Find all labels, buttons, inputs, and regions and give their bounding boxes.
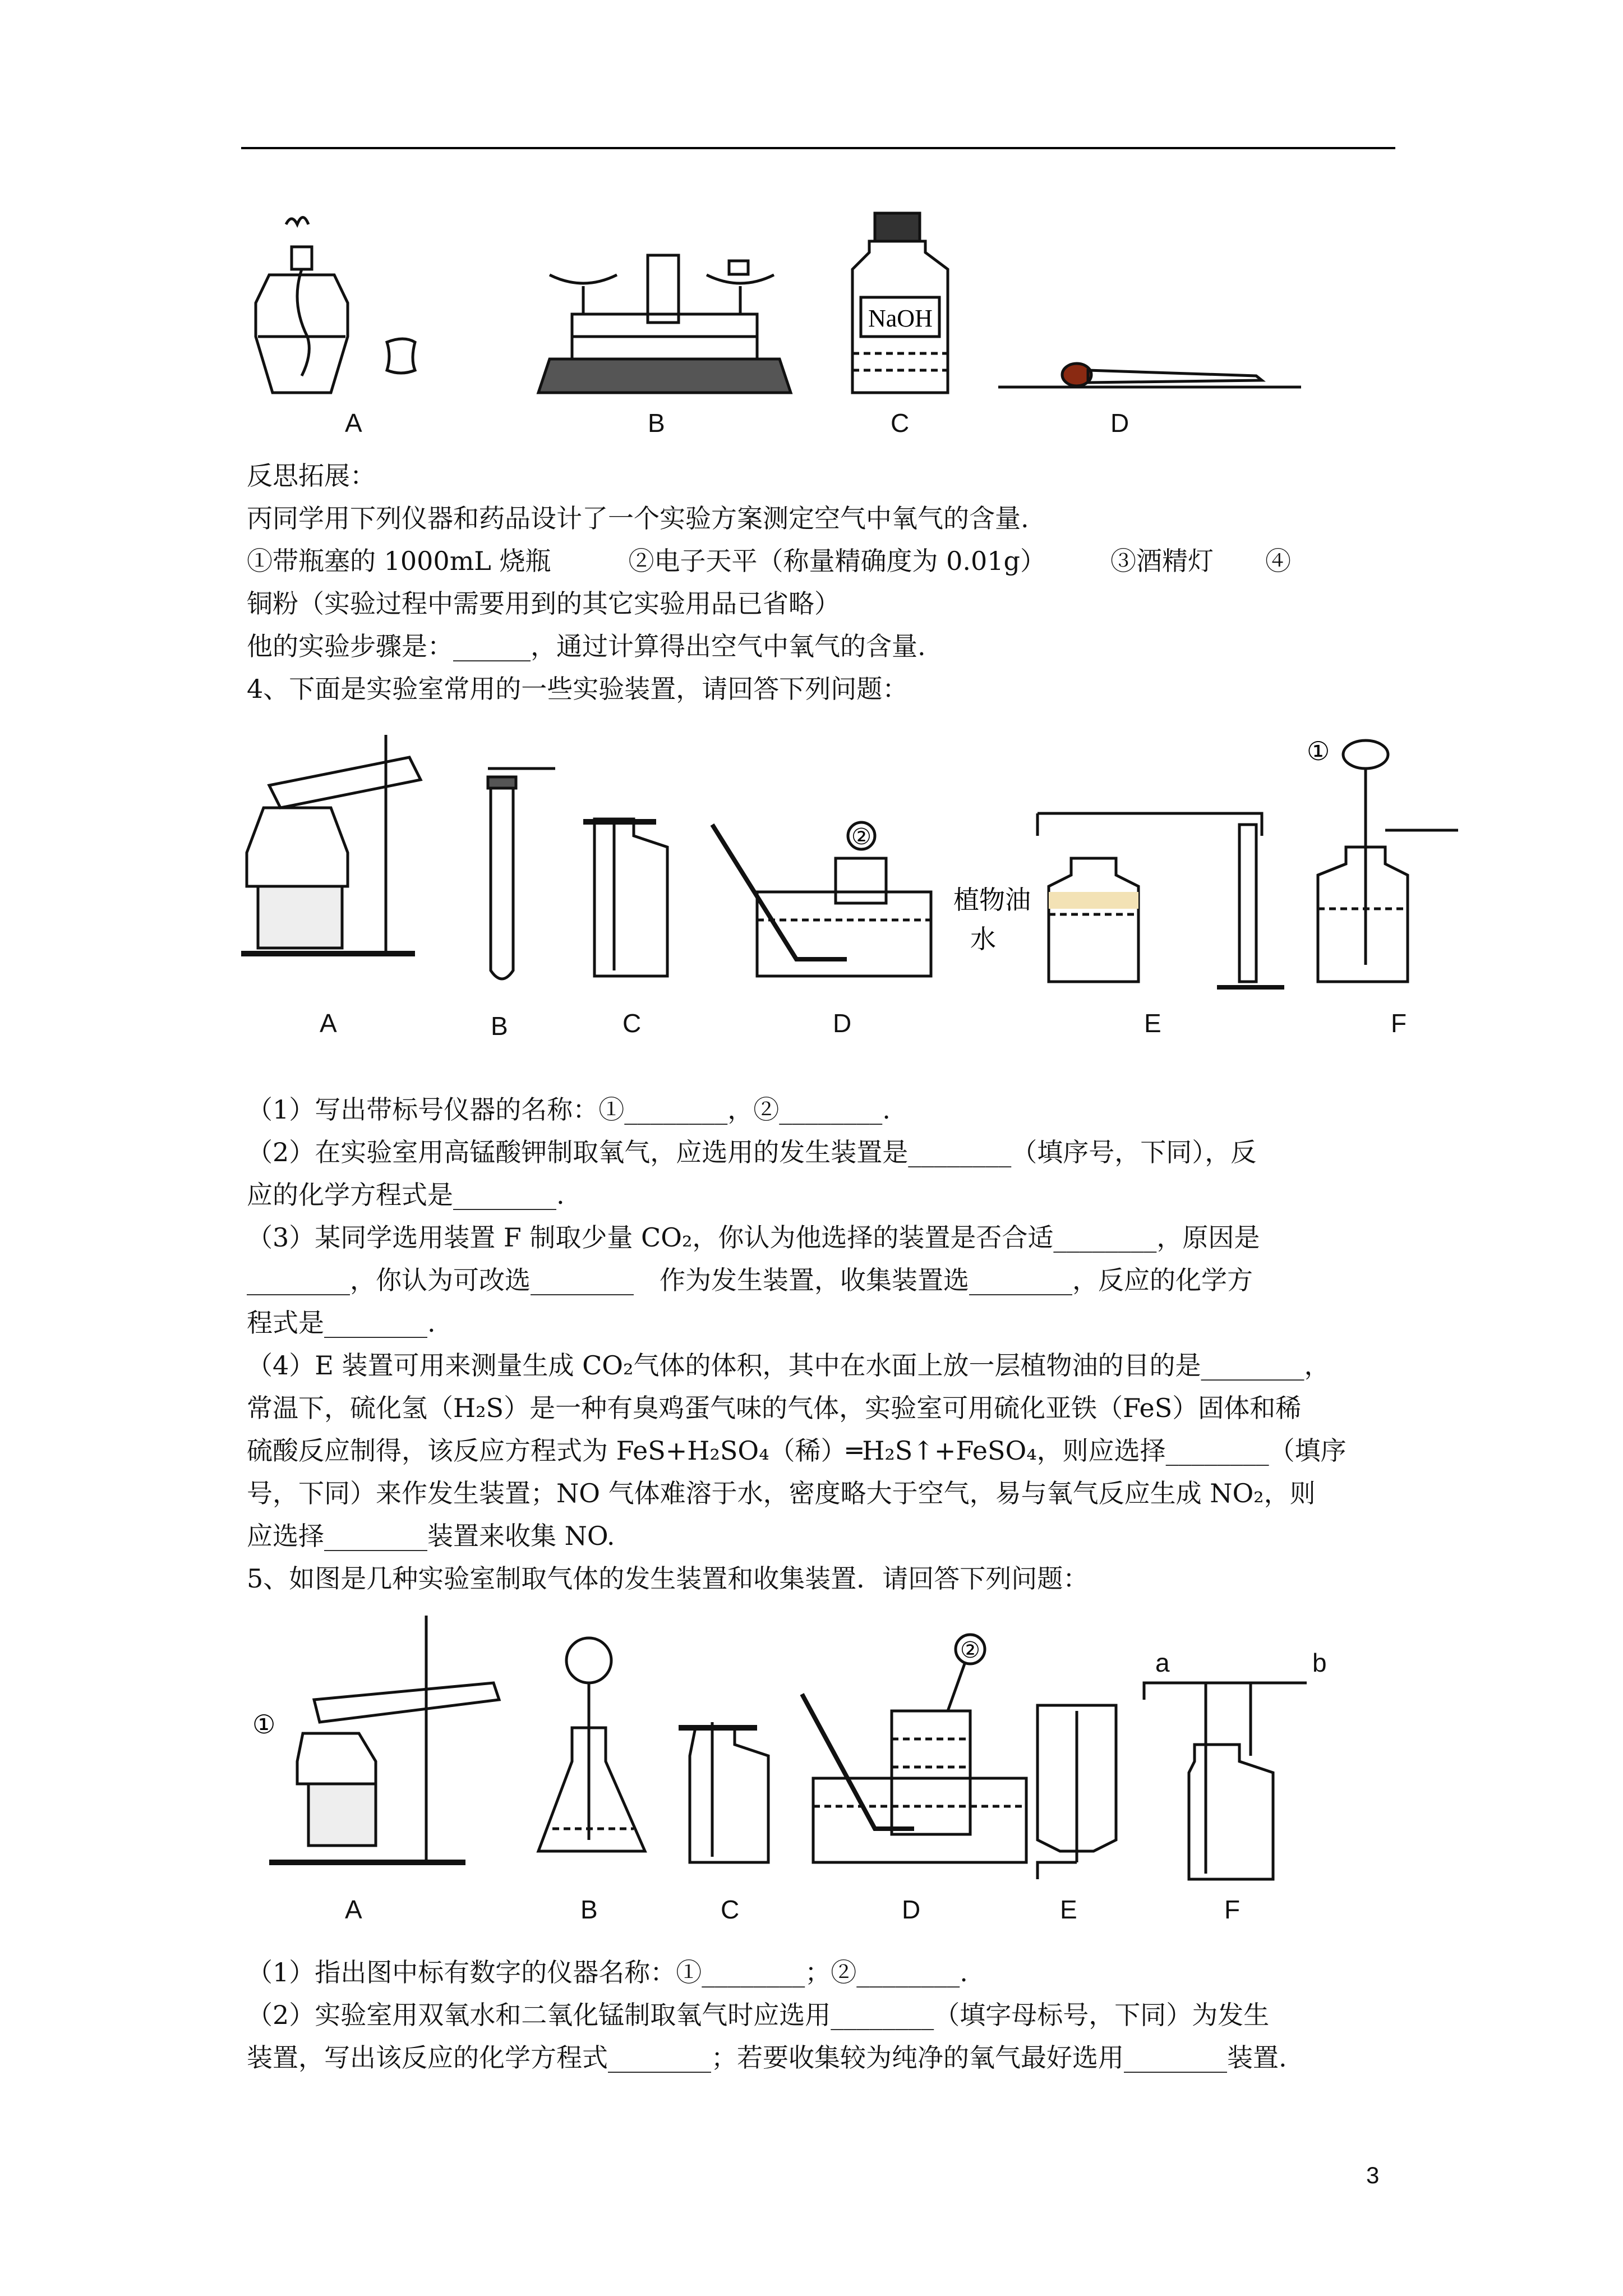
heating-setup-q5-icon [269, 1616, 499, 1862]
heating-setup-icon [241, 735, 421, 954]
header-rule [241, 147, 1395, 149]
balance-icon [538, 255, 791, 393]
q5-s1: （1）指出图中标有数字的仪器名称：①________；②________. [247, 1957, 968, 1987]
fig1-label-d: D [1110, 408, 1129, 438]
reflect-items-2: 铜粉（实验过程中需要用到的其它实验用品已省略） [247, 588, 840, 619]
q4-s3c: 程式是________. [247, 1308, 436, 1338]
fig1-label-a: A [345, 408, 362, 438]
q4-label-f: F [1391, 1009, 1407, 1038]
two-port-bottle-icon [1144, 1683, 1307, 1879]
bottle-label: NaOH [868, 305, 933, 332]
water-trough-q5-icon [802, 1635, 1026, 1862]
reflect-intro: 丙同学用下列仪器和药品设计了一个实验方案测定空气中氧气的含量. [247, 503, 1029, 533]
num2-marker-q5: ② [960, 1637, 980, 1663]
alcohol-lamp-icon [256, 218, 348, 393]
q4-s4a: （4）E 装置可用来测量生成 CO₂气体的体积，其中在水面上放一层植物油的目的是________， [247, 1350, 1330, 1381]
naoh-bottle-icon [852, 213, 948, 393]
reflect-steps: 他的实验步骤是：______，通过计算得出空气中氧气的含量. [247, 631, 926, 661]
q4-s3b: ________，你认为可改选________ 作为发生装置，收集装置选________，反应的化学方 [247, 1265, 1253, 1295]
q5-label-b: B [580, 1895, 598, 1924]
port-a-label: a [1155, 1648, 1170, 1677]
water-trough-icon [712, 822, 931, 976]
q4-label-b: B [491, 1011, 508, 1041]
q5-label-e: E [1060, 1895, 1077, 1924]
q4-s4b: 常温下，硫化氢（H₂S）是一种有臭鸡蛋气味的气体，实验室可用硫化亚铁（FeS）固体和稀 [247, 1393, 1302, 1423]
q4-label-e: E [1144, 1009, 1161, 1038]
q4-s2a: （2）在实验室用高锰酸钾制取氧气，应选用的发生装置是________（填序号，下同），反 [247, 1137, 1257, 1167]
q5-label-c: C [721, 1895, 740, 1924]
port-b-label: b [1312, 1648, 1327, 1677]
lamp-cap-icon [387, 339, 415, 373]
funnel-bottle-icon [1318, 740, 1458, 982]
figure-equipment-row1 [236, 208, 1301, 449]
reflect-items: ①带瓶塞的 1000mL 烧瓶 ②电子天平（称量精确度为 0.01g） ③酒精灯 ④ [247, 546, 1291, 576]
figure-apparatus-q5 [241, 1616, 1363, 1930]
oil-label: 植物油 [953, 885, 1031, 915]
q5-s2b: 装置，写出该反应的化学方程式________；若要收集较为纯净的氧气最好选用________装置. [247, 2042, 1287, 2073]
test-tube-icon [488, 769, 555, 979]
page-number: 3 [1366, 2162, 1380, 2188]
water-label: 水 [970, 924, 996, 954]
q4-s4c: 硫酸反应制得，该反应方程式为 FeS+H₂SO₄（稀）═H₂S↑+FeSO₄，则应选择________（填序 [247, 1435, 1347, 1466]
flask-funnel-icon [538, 1638, 645, 1851]
q4-label-a: A [320, 1009, 337, 1038]
q4-label-c: C [623, 1009, 642, 1038]
fig1-label-b: B [648, 408, 665, 438]
inverted-bottle-icon [1038, 1705, 1116, 1879]
num2-marker: ② [851, 824, 872, 850]
measure-apparatus-icon [1038, 813, 1284, 987]
q5-s2a: （2）实验室用双氧水和二氧化锰制取氧气时应选用________（填字母标号，下同）为发生 [247, 2000, 1270, 2030]
q4-label-d: D [833, 1009, 852, 1038]
gas-bottle-q5-icon [679, 1722, 768, 1862]
q4-s4d: 号，下同）来作发生装置；NO 气体难溶于水，密度略大于空气，易与氧气反应生成 NO₂，则 [247, 1478, 1316, 1508]
q4-s1: （1）写出带标号仪器的名称：①________，②________. [247, 1094, 891, 1125]
q5-title: 5、如图是几种实验室制取气体的发生装置和收集装置．请回答下列问题： [247, 1563, 1089, 1594]
q4-s3a: （3）某同学选用装置 F 制取少量 CO₂，你认为他选择的装置是否合适________，原因是 [247, 1222, 1260, 1253]
q4-title: 4、下面是实验室常用的一些实验装置，请回答下列问题： [247, 674, 909, 704]
reflect-heading: 反思拓展： [247, 461, 376, 491]
figure-apparatus-q4 [241, 724, 1475, 1049]
gas-bottle-icon [583, 819, 667, 976]
q5-label-a: A [345, 1895, 362, 1924]
num1-marker-q5: ① [252, 1709, 276, 1740]
q4-s2b: 应的化学方程式是________. [247, 1180, 565, 1210]
q5-label-d: D [902, 1895, 921, 1924]
q5-label-f: F [1224, 1895, 1241, 1924]
num1-marker: ① [1307, 736, 1330, 766]
fig1-label-c: C [891, 408, 910, 438]
dropper-icon [998, 364, 1301, 387]
q4-s4e: 应选择________装置来收集 NO. [247, 1521, 615, 1551]
